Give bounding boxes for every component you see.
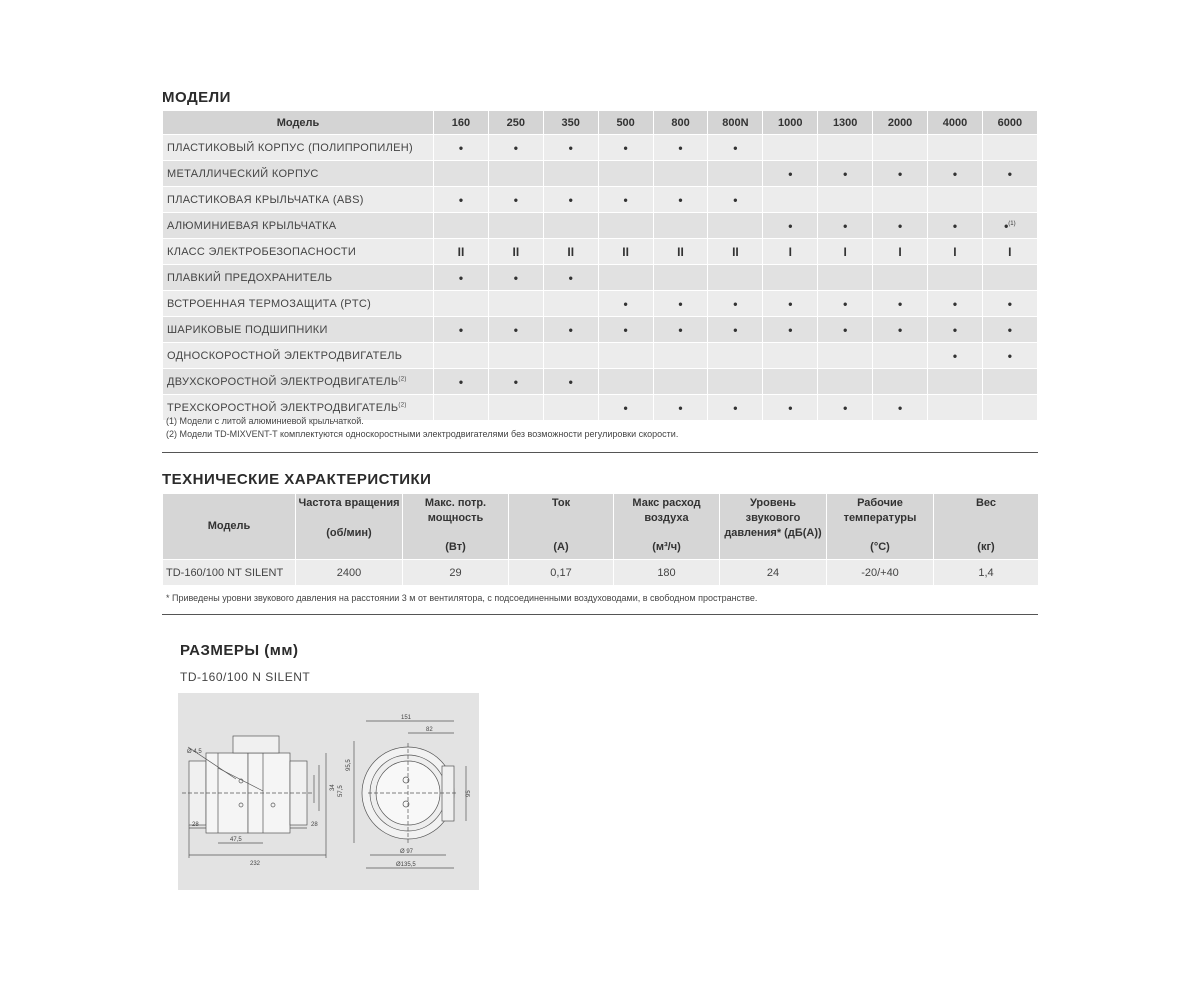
feature-cell: • — [653, 291, 708, 317]
feature-cell — [818, 265, 873, 291]
dim-height-575: 57,5 — [338, 785, 344, 797]
feature-cell: I — [763, 239, 818, 265]
feature-cell — [653, 213, 708, 239]
dimension-drawing — [178, 693, 479, 890]
tech-header-model: Модель — [163, 494, 296, 560]
feature-cell — [543, 213, 598, 239]
feature-cell: • — [982, 317, 1037, 343]
feature-cell: • — [488, 265, 543, 291]
feature-cell: • — [653, 135, 708, 161]
models-section-title: МОДЕЛИ — [162, 89, 231, 106]
tech-section-title: ТЕХНИЧЕСКИЕ ХАРАКТЕРИСТИКИ — [162, 471, 432, 488]
dim-height-34: 34 — [330, 784, 336, 791]
feature-cell: • — [708, 291, 763, 317]
feature-cell: • — [653, 395, 708, 421]
tech-table-header — [163, 494, 1039, 560]
dimensions-section-title: РАЗМЕРЫ (мм) — [180, 642, 299, 659]
feature-cell: • — [763, 317, 818, 343]
table-row — [163, 291, 1038, 317]
feature-cell — [763, 369, 818, 395]
tech-header-weight: Вес (кг) — [934, 494, 1039, 560]
feature-cell — [653, 343, 708, 369]
model-col-800n: 800N — [708, 111, 763, 135]
feature-cell — [873, 187, 928, 213]
feature-cell — [982, 187, 1037, 213]
feature-cell — [763, 187, 818, 213]
feature-cell: • — [488, 135, 543, 161]
model-col-160: 160 — [434, 111, 489, 135]
feature-label: МЕТАЛЛИЧЕСКИЙ КОРПУС — [163, 161, 434, 187]
feature-cell — [928, 187, 983, 213]
feature-cell — [598, 369, 653, 395]
feature-cell: • — [708, 317, 763, 343]
dim-height-955: 95,5 — [346, 759, 352, 771]
feature-cell: • — [543, 135, 598, 161]
feature-cell: • — [873, 291, 928, 317]
tech-table — [162, 493, 1039, 586]
feature-cell: I — [928, 239, 983, 265]
feature-cell — [763, 343, 818, 369]
models-notes — [166, 415, 678, 441]
feature-cell — [598, 265, 653, 291]
table-row — [163, 161, 1038, 187]
tech-header-sound: Уровень звукового давления* (дБ(А)) — [720, 494, 827, 560]
feature-cell: • — [928, 343, 983, 369]
feature-cell: • — [653, 317, 708, 343]
feature-cell — [543, 291, 598, 317]
feature-cell: • — [873, 213, 928, 239]
dim-total-length: 232 — [250, 861, 261, 867]
feature-cell: • — [434, 265, 489, 291]
feature-cell: • — [598, 317, 653, 343]
feature-cell: I — [818, 239, 873, 265]
dim-mount-spacing: 47,5 — [230, 837, 242, 843]
model-col-2000: 2000 — [873, 111, 928, 135]
feature-cell: • — [818, 161, 873, 187]
feature-cell: • — [818, 213, 873, 239]
feature-cell — [763, 265, 818, 291]
tech-cell-weight: 1,4 — [934, 560, 1039, 586]
tech-cell-power: 29 — [403, 560, 509, 586]
feature-cell — [653, 369, 708, 395]
feature-cell — [928, 369, 983, 395]
feature-cell — [708, 343, 763, 369]
table-row — [163, 343, 1038, 369]
table-row — [163, 213, 1038, 239]
feature-cell: • — [873, 395, 928, 421]
dim-inner-diameter: Ø 97 — [400, 849, 414, 855]
models-table — [162, 110, 1038, 421]
feature-label: ВСТРОЕННАЯ ТЕРМОЗАЩИТА (PTC) — [163, 291, 434, 317]
model-col-4000: 4000 — [928, 111, 983, 135]
feature-cell: • — [763, 395, 818, 421]
dim-height-95: 95 — [466, 790, 472, 797]
feature-cell: • — [708, 395, 763, 421]
feature-cell: • — [818, 291, 873, 317]
tech-cell-current: 0,17 — [509, 560, 614, 586]
table-row — [163, 135, 1038, 161]
feature-cell: • — [818, 395, 873, 421]
feature-cell — [708, 161, 763, 187]
table-row — [163, 317, 1038, 343]
feature-cell: • — [434, 135, 489, 161]
feature-cell: • — [818, 317, 873, 343]
feature-cell — [708, 213, 763, 239]
feature-cell — [818, 343, 873, 369]
technical-drawing — [178, 693, 479, 890]
model-col-1300: 1300 — [818, 111, 873, 135]
feature-cell — [928, 395, 983, 421]
tech-header-power: Макс. потр. мощность (Вт) — [403, 494, 509, 560]
feature-cell — [928, 135, 983, 161]
feature-cell — [653, 265, 708, 291]
tech-header-airflow: Макс расход воздуха (м³/ч) — [614, 494, 720, 560]
feature-cell — [873, 265, 928, 291]
feature-cell — [434, 291, 489, 317]
feature-cell: • — [763, 291, 818, 317]
feature-cell — [982, 395, 1037, 421]
note-2: (2) Модели TD-MIXVENT-T комплектуются односкоростными электродвигателями без возможности регулировки скорости. — [166, 429, 679, 439]
feature-cell: • — [653, 187, 708, 213]
feature-cell — [543, 343, 598, 369]
tech-footnote: * Приведены уровни звукового давления на расстоянии 3 м от вентилятора, с подсоединенными воздуховодами, в свободном пространстве. — [166, 593, 758, 603]
feature-cell: • — [873, 161, 928, 187]
feature-cell — [982, 135, 1037, 161]
model-column-header: Модель — [163, 111, 434, 135]
feature-cell: • — [598, 395, 653, 421]
dim-flange-left: 28 — [192, 822, 199, 828]
model-col-800: 800 — [653, 111, 708, 135]
feature-cell — [598, 161, 653, 187]
feature-cell: II — [653, 239, 708, 265]
feature-cell: • — [763, 213, 818, 239]
feature-label: АЛЮМИНИЕВАЯ КРЫЛЬЧАТКА — [163, 213, 434, 239]
feature-cell — [873, 135, 928, 161]
tech-header-current: Ток (А) — [509, 494, 614, 560]
feature-cell: • — [708, 135, 763, 161]
feature-cell — [488, 343, 543, 369]
feature-cell — [873, 369, 928, 395]
feature-label: ДВУХСКОРОСТНОЙ ЭЛЕКТРОДВИГАТЕЛЬ$^{(2)}$ — [163, 369, 434, 395]
dimensions-model-name: TD-160/100 N SILENT — [180, 670, 311, 684]
feature-label: ПЛАСТИКОВАЯ КРЫЛЬЧАТКА (ABS) — [163, 187, 434, 213]
feature-label: ТРЕХСКОРОСТНОЙ ЭЛЕКТРОДВИГАТЕЛЬ$^{(2)}$ — [163, 395, 434, 421]
dim-outer-diameter: Ø135,5 — [396, 862, 416, 868]
feature-cell: I — [982, 239, 1037, 265]
tech-cell-sound: 24 — [720, 560, 827, 586]
model-col-500: 500 — [598, 111, 653, 135]
feature-cell — [708, 265, 763, 291]
feature-cell: • — [982, 291, 1037, 317]
feature-cell: • — [873, 317, 928, 343]
feature-cell — [598, 213, 653, 239]
feature-cell — [543, 161, 598, 187]
feature-cell: II — [708, 239, 763, 265]
feature-cell: • — [543, 369, 598, 395]
feature-cell: • — [434, 187, 489, 213]
feature-cell — [488, 213, 543, 239]
feature-cell: • — [982, 343, 1037, 369]
feature-cell: • — [928, 317, 983, 343]
tech-cell-airflow: 180 — [614, 560, 720, 586]
feature-cell — [873, 343, 928, 369]
feature-cell — [653, 161, 708, 187]
feature-cell: II — [434, 239, 489, 265]
feature-cell: II — [598, 239, 653, 265]
feature-cell — [598, 343, 653, 369]
table-row — [163, 265, 1038, 291]
feature-cell — [434, 213, 489, 239]
feature-label: КЛАСС ЭЛЕКТРОБЕЗОПАСНОСТИ — [163, 239, 434, 265]
dim-hole-diameter: Ø 4,5 — [187, 749, 202, 755]
tech-header-temperature: Рабочие температуры (°С) — [827, 494, 934, 560]
feature-cell — [818, 135, 873, 161]
feature-cell: • — [928, 213, 983, 239]
feature-cell — [818, 369, 873, 395]
models-table-header — [163, 111, 1038, 135]
feature-cell: • — [543, 317, 598, 343]
tech-cell-temperature: -20/+40 — [827, 560, 934, 586]
tech-cell-rpm: 2400 — [296, 560, 403, 586]
feature-cell: II — [543, 239, 598, 265]
feature-cell: I — [873, 239, 928, 265]
feature-cell — [434, 161, 489, 187]
feature-cell — [982, 369, 1037, 395]
feature-cell: • — [488, 317, 543, 343]
divider — [162, 452, 1038, 453]
feature-cell: • — [543, 187, 598, 213]
feature-label: ОДНОСКОРОСТНОЙ ЭЛЕКТРОДВИГАТЕЛЬ — [163, 343, 434, 369]
feature-cell: • — [543, 265, 598, 291]
table-row — [163, 187, 1038, 213]
feature-cell: • — [598, 187, 653, 213]
tech-cell-model: TD-160/100 NT SILENT — [163, 560, 296, 586]
dim-flange-right: 28 — [311, 822, 318, 828]
feature-cell — [818, 187, 873, 213]
dim-width-151: 151 — [401, 715, 412, 721]
feature-cell — [488, 291, 543, 317]
feature-cell — [708, 369, 763, 395]
table-row — [163, 369, 1038, 395]
feature-cell — [488, 161, 543, 187]
feature-cell: • — [598, 135, 653, 161]
feature-cell: • — [928, 291, 983, 317]
table-row — [163, 560, 1039, 586]
feature-cell: • — [982, 161, 1037, 187]
model-col-350: 350 — [543, 111, 598, 135]
feature-cell: • — [598, 291, 653, 317]
feature-cell — [982, 265, 1037, 291]
feature-cell: • — [434, 369, 489, 395]
feature-label: ПЛАСТИКОВЫЙ КОРПУС (ПОЛИПРОПИЛЕН) — [163, 135, 434, 161]
model-col-1000: 1000 — [763, 111, 818, 135]
model-col-250: 250 — [488, 111, 543, 135]
feature-cell — [434, 343, 489, 369]
feature-cell: • — [488, 369, 543, 395]
feature-cell: •$^{(1)}$ — [982, 213, 1037, 239]
feature-cell — [763, 135, 818, 161]
table-row — [163, 239, 1038, 265]
feature-cell — [928, 265, 983, 291]
tech-header-rpm: Частота вращения (об/мин) — [296, 494, 403, 560]
dim-width-82: 82 — [426, 727, 433, 733]
note-1: (1) Модели с литой алюминиевой крыльчаткой. — [166, 416, 364, 426]
feature-cell: • — [708, 187, 763, 213]
feature-cell: • — [763, 161, 818, 187]
divider — [162, 614, 1038, 615]
feature-cell: • — [928, 161, 983, 187]
feature-label: ШАРИКОВЫЕ ПОДШИПНИКИ — [163, 317, 434, 343]
feature-cell: • — [488, 187, 543, 213]
feature-cell: II — [488, 239, 543, 265]
feature-label: ПЛАВКИЙ ПРЕДОХРАНИТЕЛЬ — [163, 265, 434, 291]
model-col-6000: 6000 — [982, 111, 1037, 135]
feature-cell: • — [434, 317, 489, 343]
